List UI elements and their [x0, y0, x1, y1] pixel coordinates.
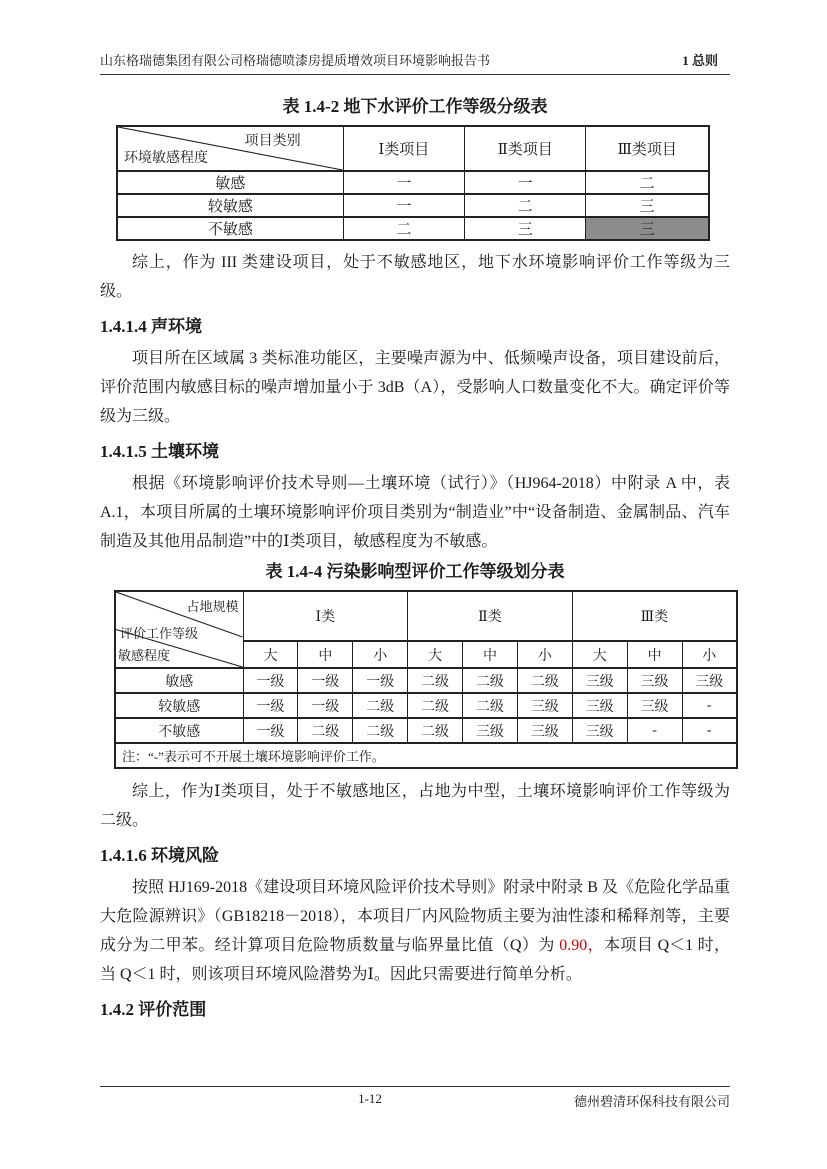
- grade-cell: 一级: [298, 693, 353, 718]
- row-label: 敏感: [115, 668, 243, 693]
- subcol-header: 小: [682, 641, 737, 668]
- grade-cell: 一: [343, 194, 464, 217]
- grade-cell: 二级: [353, 693, 408, 718]
- grade-cell: 三级: [463, 718, 518, 743]
- diagonal-header-cell: [115, 591, 243, 668]
- subcol-header: 大: [243, 641, 298, 668]
- group-header: Ⅰ类: [243, 591, 408, 641]
- row-label: 敏感: [117, 171, 343, 194]
- para-noise: 项目所在区域属 3 类标准功能区，主要噪声源为中、低频噪声设备，项目建设前后，评价范围内敏感目标的噪声增加量小于 3dB（A），受影响人口数量变化不大。确定评价等级为三级。: [100, 350, 730, 425]
- grade-cell: -: [627, 718, 682, 743]
- subcol-header: 大: [572, 641, 627, 668]
- row-label: 不敏感: [115, 718, 243, 743]
- diagonal-label-grade: 评价工作等级: [120, 626, 199, 641]
- page-number: 1-12: [358, 1091, 382, 1106]
- diagonal-label-scale: 占地规模: [186, 599, 239, 614]
- subcol-header: 中: [627, 641, 682, 668]
- grade-cell: -: [682, 718, 737, 743]
- highlighted-grade-cell: 三: [586, 217, 709, 240]
- header-chapter-label: 1 总则: [682, 53, 718, 68]
- grade-cell: 二: [465, 194, 586, 217]
- grade-cell: 二级: [408, 718, 463, 743]
- group-header: Ⅱ类: [408, 591, 573, 641]
- diagonal-label-sensitivity: 敏感程度: [118, 648, 171, 663]
- grade-cell: 三级: [517, 693, 572, 718]
- row-label: 较敏感: [117, 194, 343, 217]
- table-soil-title: 表 1.4-4 污染影响型评价工作等级划分表: [265, 562, 565, 581]
- grade-cell: 二: [586, 171, 709, 194]
- company-name: 德州碧清环保科技有限公司: [573, 1094, 730, 1109]
- page-footer: [100, 1086, 730, 1114]
- grade-cell: 三级: [572, 693, 627, 718]
- grade-cell: -: [682, 693, 737, 718]
- grade-cell: 三级: [627, 693, 682, 718]
- table-row: [117, 217, 709, 240]
- section-heading-scope: 1.4.2 评价范围: [100, 1000, 207, 1019]
- risk-value-highlight: 0.90，: [559, 937, 605, 954]
- diagonal-label-bottom: 环境敏感程度: [124, 151, 208, 166]
- grade-cell: 三级: [572, 668, 627, 693]
- para-risk: [100, 873, 730, 989]
- grade-cell: 三: [586, 194, 709, 217]
- grade-cell: 一: [465, 171, 586, 194]
- table-row: [117, 171, 709, 194]
- para-soil-summary: 综上，作为Ⅰ类项目，处于不敏感地区，占地为中型，土壤环境影响评价工作等级为二级。: [100, 783, 730, 829]
- table-groundwater: [116, 125, 710, 241]
- grade-cell: 二级: [408, 668, 463, 693]
- table-row: [115, 668, 737, 693]
- column-header: Ⅱ类项目: [465, 126, 586, 171]
- group-header: Ⅲ类: [572, 591, 737, 641]
- grade-cell: 二级: [463, 693, 518, 718]
- subcol-header: 大: [408, 641, 463, 668]
- grade-cell: 二级: [463, 668, 518, 693]
- subcol-header: 中: [463, 641, 518, 668]
- grade-cell: 二级: [517, 668, 572, 693]
- table-note: 注：“-”表示可不开展土壤环境影响评价工作。: [115, 743, 737, 768]
- grade-cell: 一级: [243, 693, 298, 718]
- grade-cell: 一级: [243, 718, 298, 743]
- section-heading-sound: 1.4.1.4 声环境: [100, 317, 202, 336]
- document-body: [100, 95, 730, 1027]
- subcol-header: 小: [353, 641, 408, 668]
- table-row: [115, 718, 737, 743]
- subcol-header: 中: [298, 641, 353, 668]
- table-row: [115, 693, 737, 718]
- grade-cell: 二级: [408, 693, 463, 718]
- column-header: Ⅲ类项目: [586, 126, 709, 171]
- risk-text-before: 按照 HJ169-2018《建设项目环境风险评价技术导则》附录中附录 B 及《危险化学品重大危险源辨识》（GB18218－2018），本项目厂内风险物质主要为油性漆和稀释剂等，主要成分为二甲苯。经计算项目危险物质数量与临界量比值（Q）为: [100, 879, 730, 954]
- grade-cell: 二级: [353, 718, 408, 743]
- grade-cell: 一级: [298, 668, 353, 693]
- grade-cell: 二级: [298, 718, 353, 743]
- grade-cell: 一级: [353, 668, 408, 693]
- grade-cell: 三: [465, 217, 586, 240]
- diagonal-header-cell: [117, 126, 343, 171]
- row-label: 不敏感: [117, 217, 343, 240]
- para-groundwater-summary: 综上，作为 III 类建设项目，处于不敏感地区，地下水环境影响评价工作等级为三级。: [100, 254, 730, 300]
- table-soil: [114, 590, 738, 769]
- page-header: [100, 50, 730, 75]
- grade-cell: 一: [343, 171, 464, 194]
- row-label: 较敏感: [115, 693, 243, 718]
- section-heading-soil: 1.4.1.5 土壤环境: [100, 442, 219, 461]
- grade-cell: 一级: [243, 668, 298, 693]
- para-soil: 根据《环境影响评价技术导则—土壤环境（试行）》（HJ964-2018）中附录 A 中，表 A.1，本项目所属的土壤环境影响评价项目类别为“制造业”中“设备制造、金属制品、汽车制造及其他用品制造”中的Ⅰ类项目，敏感程度为不敏感。: [100, 475, 730, 550]
- grade-cell: 三级: [627, 668, 682, 693]
- grade-cell: 三级: [572, 718, 627, 743]
- grade-cell: 二: [343, 217, 464, 240]
- risk-text-after: 本项目 Q＜1 时，当 Q＜1 时，则该项目环境风险潜势为Ⅰ。因此只需要进行简单分析。: [100, 937, 730, 983]
- table-groundwater-title: 表 1.4-2 地下水评价工作等级分级表: [282, 97, 548, 116]
- section-heading-risk: 1.4.1.6 环境风险: [100, 846, 219, 865]
- header-report-title: 山东格瑞德集团有限公司格瑞德喷漆房提质增效项目环境影响报告书: [100, 53, 491, 68]
- grade-cell: 三级: [682, 668, 737, 693]
- diagonal-label-top: 项目类别: [244, 134, 301, 149]
- subcol-header: 小: [517, 641, 572, 668]
- grade-cell: 三级: [517, 718, 572, 743]
- column-header: Ⅰ类项目: [343, 126, 464, 171]
- table-row: [117, 194, 709, 217]
